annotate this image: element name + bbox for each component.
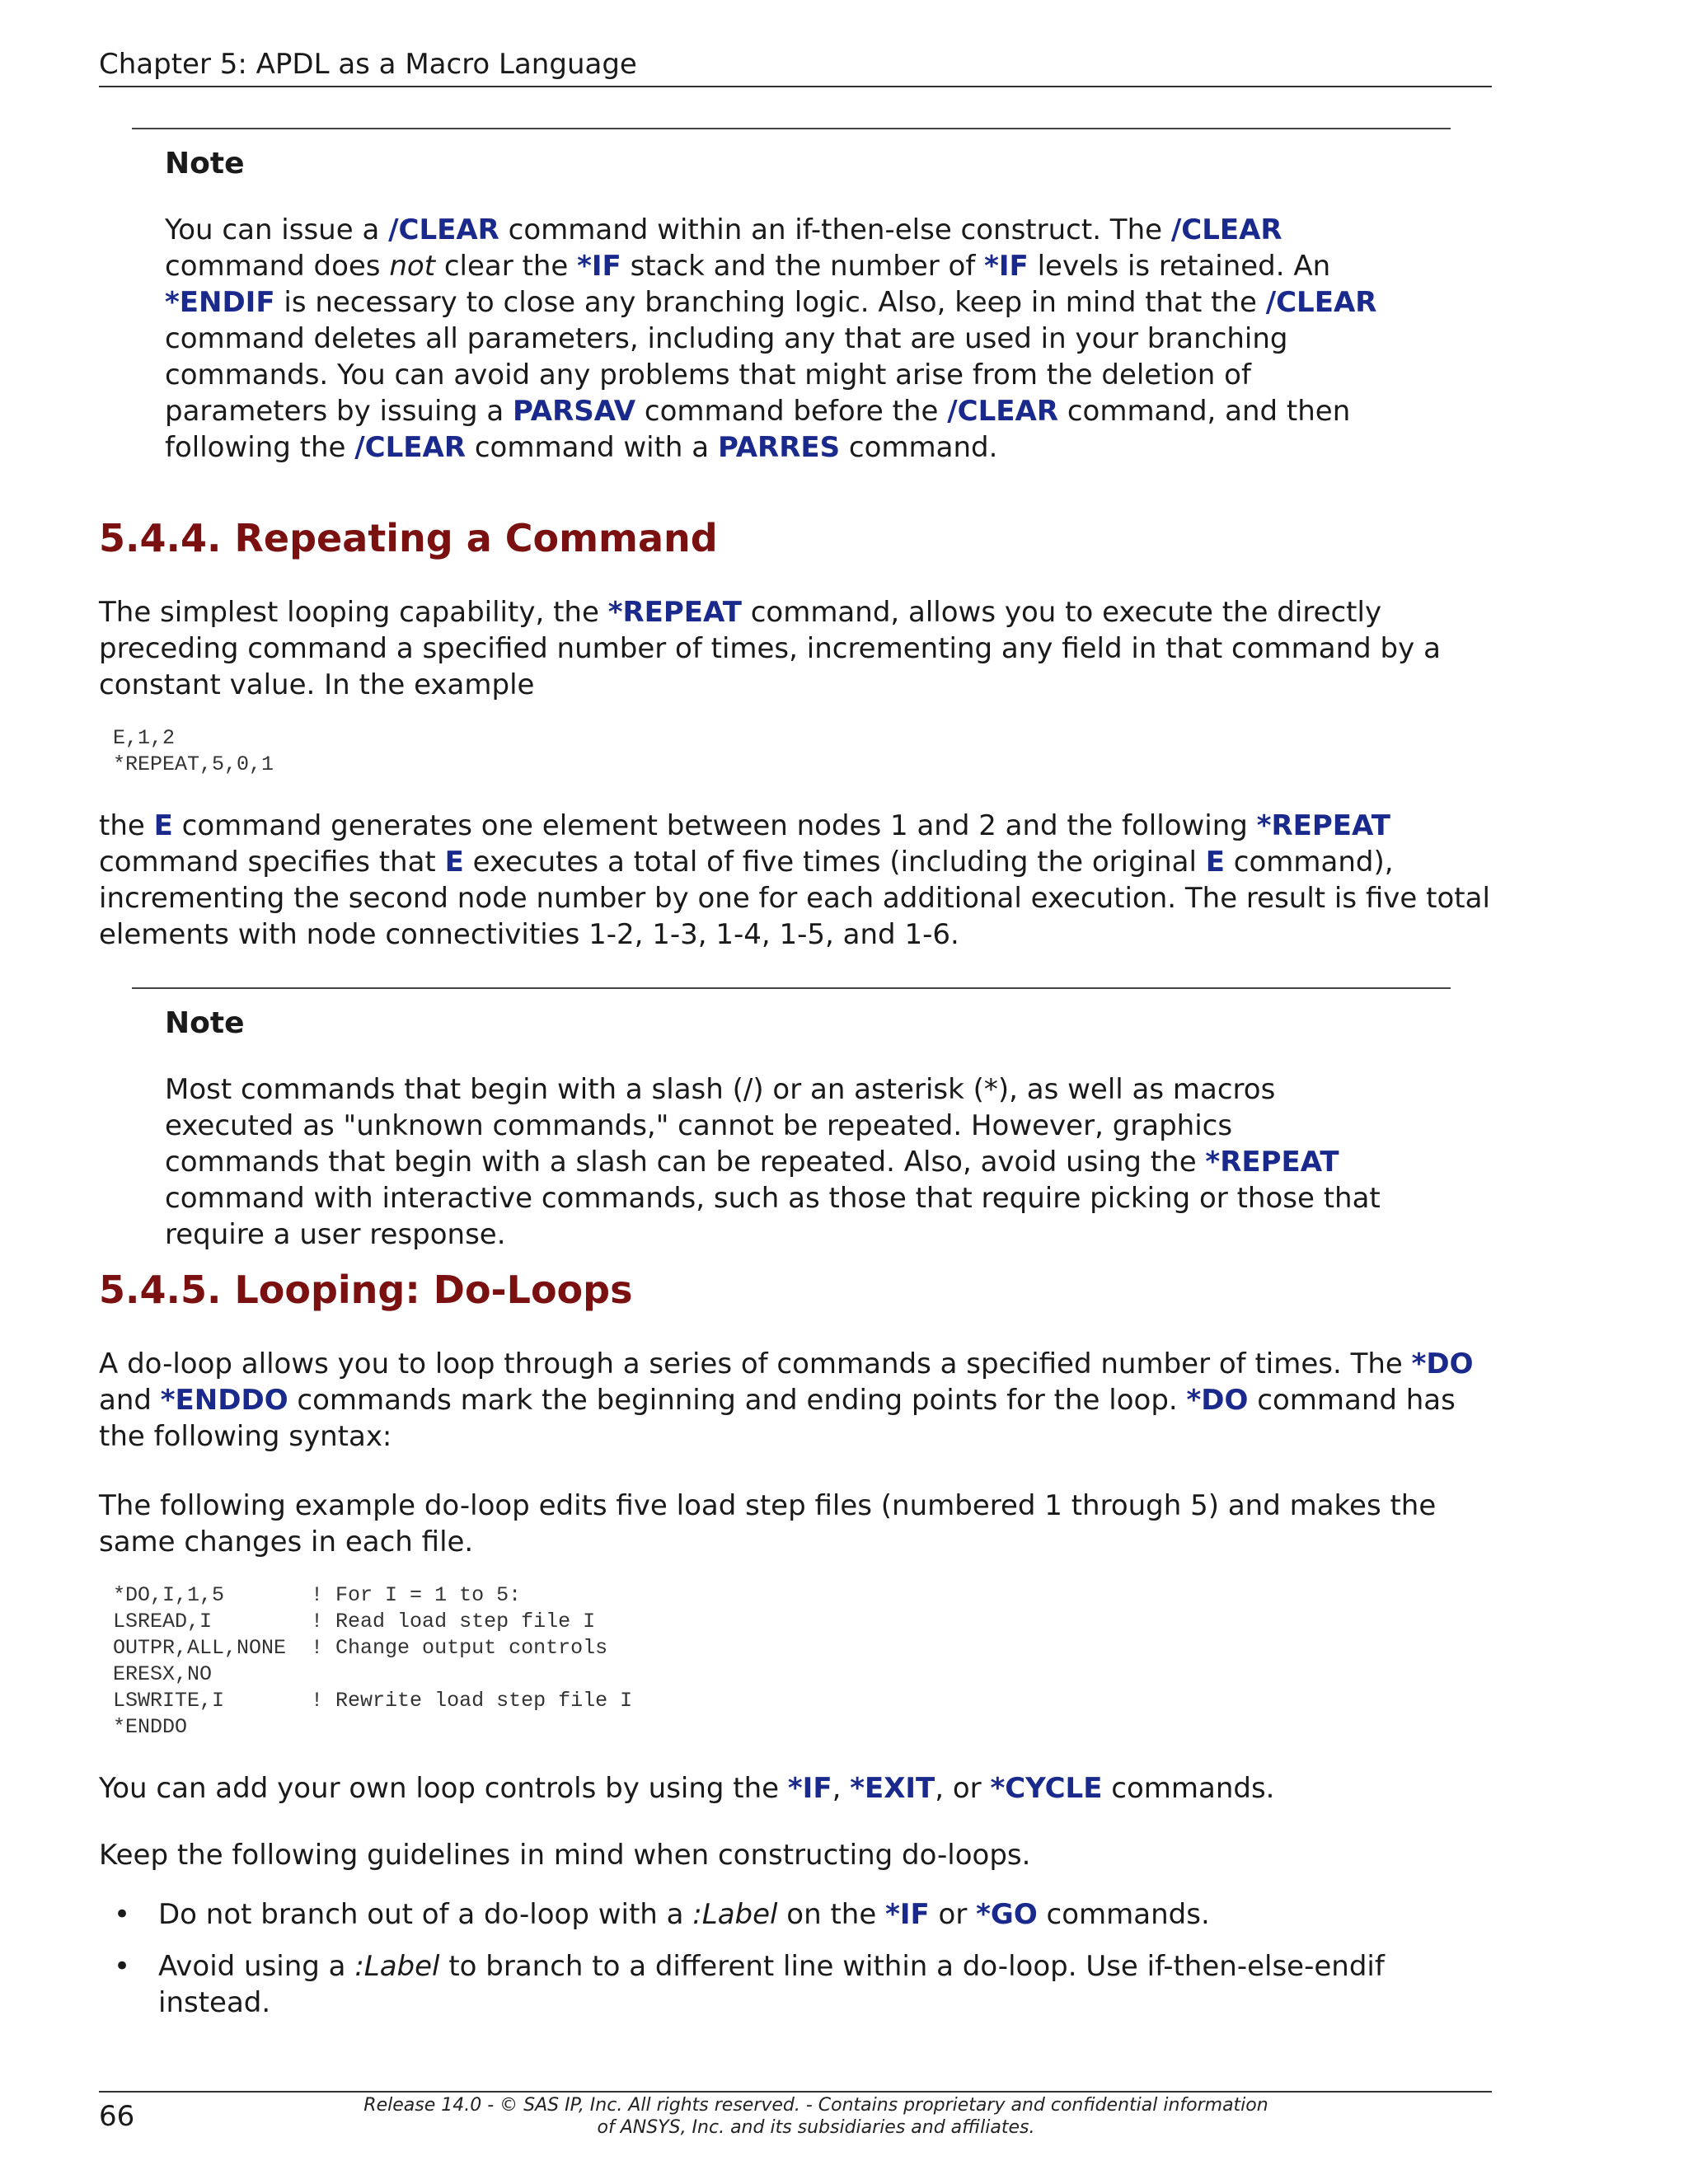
bullet: • bbox=[114, 1950, 131, 1983]
text: and bbox=[99, 1384, 161, 1417]
note-box-repeat bbox=[132, 987, 1451, 1253]
text: A do-loop allows you to loop through a series of commands a specified number of times. The bbox=[99, 1347, 1412, 1380]
text: command, and then following the bbox=[165, 395, 1351, 464]
command-link-do[interactable]: *DO bbox=[1411, 1347, 1474, 1380]
text: executes a total of five times (including the original bbox=[463, 846, 1206, 879]
command-link-parsav[interactable]: PARSAV bbox=[512, 395, 636, 428]
text: levels is retained. An bbox=[1028, 250, 1331, 283]
command-link-repeat[interactable]: *REPEAT bbox=[1256, 809, 1390, 842]
text: stack and the number of bbox=[621, 250, 985, 283]
command-link-if[interactable]: *IF bbox=[577, 250, 621, 283]
text: command with a bbox=[466, 431, 718, 464]
command-link-go[interactable]: *GO bbox=[976, 1898, 1038, 1931]
guidelines-list bbox=[99, 1896, 1492, 2036]
text: command specifies that bbox=[99, 846, 445, 879]
paragraph bbox=[99, 808, 1492, 953]
text: You can add your own loop controls by using the bbox=[99, 1772, 788, 1805]
code-block-repeat: E,1,2 *REPEAT,5,0,1 bbox=[113, 726, 274, 776]
command-link-clear[interactable]: /CLEAR bbox=[1170, 213, 1282, 246]
paragraph bbox=[99, 1346, 1492, 1455]
text: commands mark the beginning and ending points for the loop. bbox=[288, 1384, 1187, 1417]
command-link-e[interactable]: E bbox=[444, 846, 464, 879]
text: is necessary to close any branching logic. Also, keep in mind that the bbox=[274, 286, 1266, 319]
text: command does bbox=[165, 250, 390, 283]
paragraph bbox=[99, 1488, 1492, 1560]
note-body bbox=[165, 1071, 1385, 1253]
text: You can issue a bbox=[165, 213, 389, 246]
emphasis: not bbox=[389, 250, 436, 283]
command-link-clear[interactable]: /CLEAR bbox=[947, 395, 1059, 428]
list-item bbox=[99, 1948, 1492, 2021]
text: , bbox=[832, 1772, 851, 1805]
text: to branch to a different line within a do-loop. Use if-then-else-endif instead. bbox=[158, 1950, 1385, 2019]
note-title: Note bbox=[165, 1006, 245, 1040]
text: command, allows you to execute the directly preceding command a specified number of times, incrementing any field in that command by a constant value. In the example bbox=[99, 596, 1441, 701]
text: clear the bbox=[435, 250, 578, 283]
code-block-do-loop: *DO,I,1,5 ! For I = 1 to 5: LSREAD,I ! Read load step file I OUTPR,ALL,NONE ! Change output controls ERESX,NO LSWRITE,I ! Rewrite load step file I *ENDDO bbox=[113, 1583, 633, 1739]
text: command. bbox=[840, 431, 998, 464]
footer-line: of ANSYS, Inc. and its subsidiaries and affiliates. bbox=[597, 2117, 1035, 2138]
command-link-if[interactable]: *IF bbox=[787, 1772, 832, 1805]
command-link-endif[interactable]: *ENDIF bbox=[165, 286, 275, 319]
page-header bbox=[99, 48, 1492, 87]
command-link-exit[interactable]: *EXIT bbox=[850, 1772, 935, 1805]
text: commands. bbox=[1102, 1772, 1275, 1805]
text: Avoid using a bbox=[158, 1950, 355, 1983]
text: command deletes all parameters, including any that are used in your branching commands. You can avoid any problems that might arise from the deletion of parameters by issuing a bbox=[165, 322, 1288, 428]
emphasis: :Label bbox=[354, 1950, 440, 1983]
text: The simplest looping capability, the bbox=[99, 596, 608, 629]
text: Keep the following guidelines in mind when constructing do-loops. bbox=[99, 1839, 1031, 1872]
emphasis: :Label bbox=[692, 1898, 778, 1931]
text: command generates one element between nodes 1 and 2 and the following bbox=[172, 809, 1257, 842]
command-link-clear[interactable]: /CLEAR bbox=[388, 213, 499, 246]
text: command has the following syntax: bbox=[99, 1384, 1456, 1453]
text: or bbox=[929, 1898, 977, 1931]
command-link-if[interactable]: *IF bbox=[885, 1898, 930, 1931]
paragraph bbox=[99, 594, 1492, 703]
text: command before the bbox=[635, 395, 948, 428]
text: command), incrementing the second node number by one for each additional execution. The result is five total elements with node connectivities 1-2, 1-3, 1-4, 1-5, and 1-6. bbox=[99, 846, 1490, 951]
command-link-e[interactable]: E bbox=[1205, 846, 1225, 879]
text: commands. bbox=[1037, 1898, 1210, 1931]
list-item bbox=[99, 1896, 1492, 1933]
command-link-e[interactable]: E bbox=[153, 809, 173, 842]
text: Most commands that begin with a slash (/) or an asterisk (*), as well as macros executed as "unknown commands," cannot be repeated. However, graphics commands that begin with a slash can be repeated. Also, avoid using the bbox=[165, 1073, 1276, 1179]
footer-rule bbox=[99, 2091, 1492, 2093]
text: , or bbox=[935, 1772, 991, 1805]
command-link-parres[interactable]: PARRES bbox=[717, 431, 841, 464]
text: command with interactive commands, such as those that require picking or those that require a user response. bbox=[165, 1182, 1381, 1251]
footer-copyright bbox=[363, 2094, 1269, 2139]
section-heading-do-loops: 5.4.5. Looping: Do-Loops bbox=[99, 1268, 633, 1312]
text: The following example do-loop edits five load step files (numbered 1 through 5) and makes the same changes in each file. bbox=[99, 1489, 1437, 1558]
command-link-clear[interactable]: /CLEAR bbox=[354, 431, 467, 464]
text: Do not branch out of a do-loop with a bbox=[158, 1898, 693, 1931]
note-title: Note bbox=[165, 147, 245, 180]
section-heading-repeating: 5.4.4. Repeating a Command bbox=[99, 516, 718, 560]
command-link-cycle[interactable]: *CYCLE bbox=[990, 1772, 1103, 1805]
note-box-clear bbox=[132, 128, 1451, 466]
command-link-enddo[interactable]: *ENDDO bbox=[160, 1384, 288, 1417]
command-link-clear[interactable]: /CLEAR bbox=[1265, 286, 1377, 319]
footer-line: Release 14.0 - © SAS IP, Inc. All rights reserved. - Contains proprietary and confidential information bbox=[363, 2095, 1268, 2116]
paragraph bbox=[99, 1837, 1492, 1873]
page-number: 66 bbox=[99, 2100, 135, 2133]
paragraph bbox=[99, 1770, 1492, 1807]
text: on the bbox=[777, 1898, 886, 1931]
bullet: • bbox=[114, 1898, 131, 1931]
note-body bbox=[165, 212, 1385, 466]
command-link-do[interactable]: *DO bbox=[1186, 1384, 1249, 1417]
text: command within an if-then-else construct. The bbox=[499, 213, 1171, 246]
command-link-if[interactable]: *IF bbox=[984, 250, 1029, 283]
chapter-title: Chapter 5: APDL as a Macro Language bbox=[99, 48, 637, 81]
text: the bbox=[99, 809, 154, 842]
command-link-repeat[interactable]: *REPEAT bbox=[607, 596, 742, 629]
command-link-repeat[interactable]: *REPEAT bbox=[1205, 1146, 1339, 1179]
